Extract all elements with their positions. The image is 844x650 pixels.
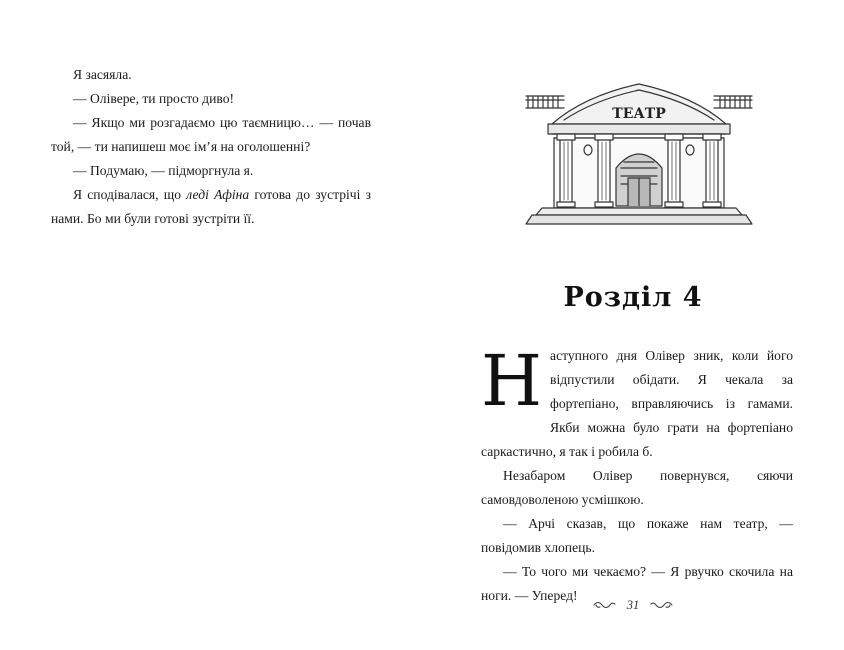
- theatre-sign-text: ТЕАТР: [612, 106, 666, 122]
- page-number: 31: [626, 597, 640, 612]
- paragraph-text: готова до зустрічі з нами. Бо ми були готові зустріти її.: [51, 187, 371, 226]
- paragraph: — Якщо ми розгадаємо цю таємницю… — почав той, — ти напишеш моє ім’я на оголошенні?: [51, 115, 371, 154]
- first-paragraph-block: [481, 340, 793, 464]
- paragraph: Я засяяла.: [73, 67, 132, 82]
- paragraph: аступного дня Олівер зник, коли його відпустили обідати. Я чекала за фортепіано, вправляючись із гамами. Якби можна було грати на фортепіано саркастично, я так і робила б.: [481, 348, 793, 459]
- paragraph-text: Я сподівалася, що: [73, 187, 187, 202]
- chapter-title: Розділ 4: [563, 282, 703, 313]
- left-flourish-icon: [592, 599, 618, 611]
- left-page-text: [51, 63, 371, 231]
- drop-cap: Н: [481, 340, 543, 422]
- right-page-text: [481, 340, 793, 608]
- paragraph: [51, 183, 371, 231]
- paragraph: — Подумаю, — підморгнула я.: [73, 163, 254, 178]
- paragraph: — Олівере, ти просто диво!: [73, 91, 235, 106]
- paragraph: — Арчі сказав, що покаже нам театр, — повідомив хлопець.: [481, 516, 793, 555]
- paragraph: Незабаром Олівер повернувся, сяючи самовдоволеною усмішкою.: [481, 468, 793, 507]
- right-page: [422, 0, 844, 650]
- paragraph: — То чого ми чекаємо? — Я рвучко скочила на ноги. — Уперед!: [481, 564, 793, 603]
- theatre-building-illustration: [524, 78, 754, 230]
- page-footer: [422, 597, 844, 613]
- right-flourish-icon: [648, 599, 674, 611]
- italic-name: леді Афіна: [186, 187, 250, 202]
